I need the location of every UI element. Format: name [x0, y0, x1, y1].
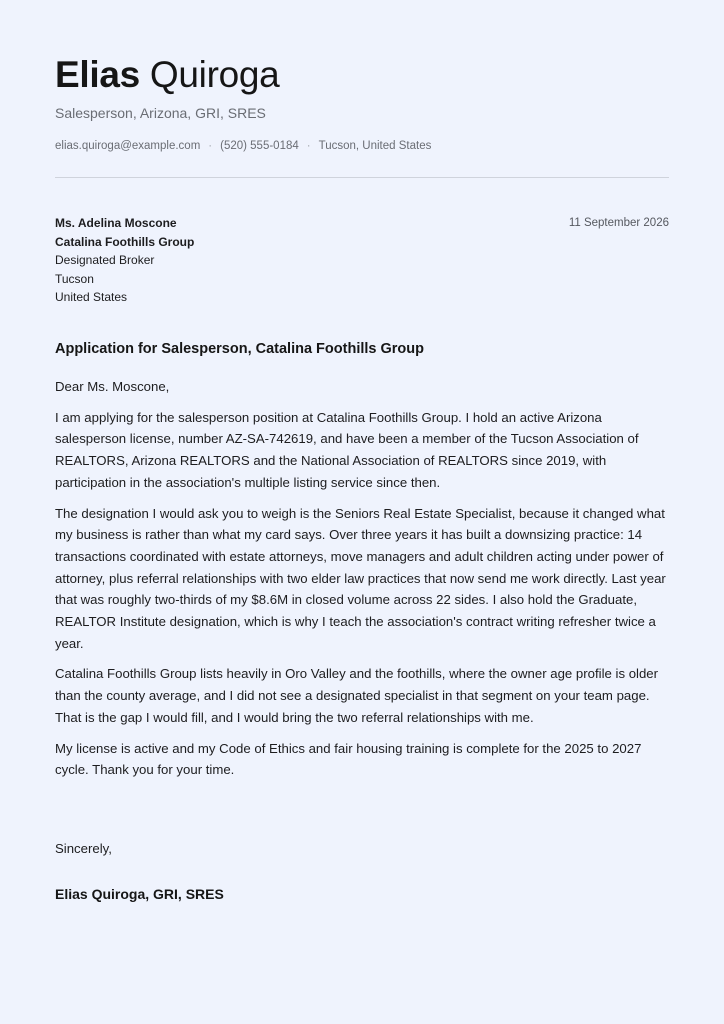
signature: Elias Quiroga, GRI, SRES [55, 886, 224, 902]
letter-subject: Application for Salesperson, Catalina Foothills Group [55, 341, 424, 357]
body-paragraph: Catalina Foothills Group lists heavily in Oro Valley and the foothills, where the owner age profile is older than the county average, and I did not see a designated specialist in that segment on your team page. That is the gap I would fill, and I would bring the two referral relationships with me. [55, 666, 659, 725]
contact-email: elias.quiroga@example.com [55, 140, 201, 152]
recipient-name: Ms. Adelina Moscone [55, 216, 177, 230]
salutation: Dear Ms. Moscone, [55, 379, 170, 394]
contact-location: Tucson, United States [318, 140, 432, 152]
body-paragraph: My license is active and my Code of Ethics and fair housing training is complete for the 2025 to 2027 cycle. Thank you for your time. [55, 740, 642, 778]
recipient-title: Designated Broker [55, 253, 155, 267]
applicant-name [55, 52, 279, 98]
contact-phone: (520) 555-0184 [220, 140, 299, 152]
contact-separator: · [306, 140, 311, 152]
recipient-country: United States [55, 290, 128, 304]
recipient-block [55, 214, 194, 307]
applicant-subtitle: Salesperson, Arizona, GRI, SRES [55, 105, 266, 121]
contact-line [55, 138, 431, 154]
body-paragraph: The designation I would ask you to weigh is the Seniors Real Estate Specialist, because it changed what my business is rather than what my card says. Over three years it has built a downsizing practice: 14 transactions coordinated with estate attorneys, move managers and adult children acting under power of attorney, plus referral relationships with two elder law practices that now send me work directly. Last year that was roughly two-thirds of my $8.6M in closed volume across 22 sides. I also hold the Graduate, REALTOR Institute designation, which is why I teach the association's contract writing refresher twice a year. [55, 505, 666, 651]
header-divider [55, 177, 669, 178]
closing: Sincerely, [55, 841, 112, 856]
letter-body [55, 376, 669, 790]
applicant-first-name: Elias [55, 54, 140, 95]
body-paragraph: I am applying for the salesperson position at Catalina Foothills Group. I hold an active Arizona salesperson license, number AZ-SA-742619, and have been a member of the Tucson Association of REALTORS, Arizona REALTORS and the National Association of REALTORS since 2019, with participation in the association's multiple listing service since then. [55, 409, 639, 490]
recipient-company: Catalina Foothills Group [55, 234, 195, 249]
recipient-city: Tucson [55, 271, 94, 286]
applicant-last-name: Quiroga [149, 54, 280, 95]
contact-separator: · [208, 140, 213, 152]
letter-date: 11 September 2026 [568, 217, 669, 229]
